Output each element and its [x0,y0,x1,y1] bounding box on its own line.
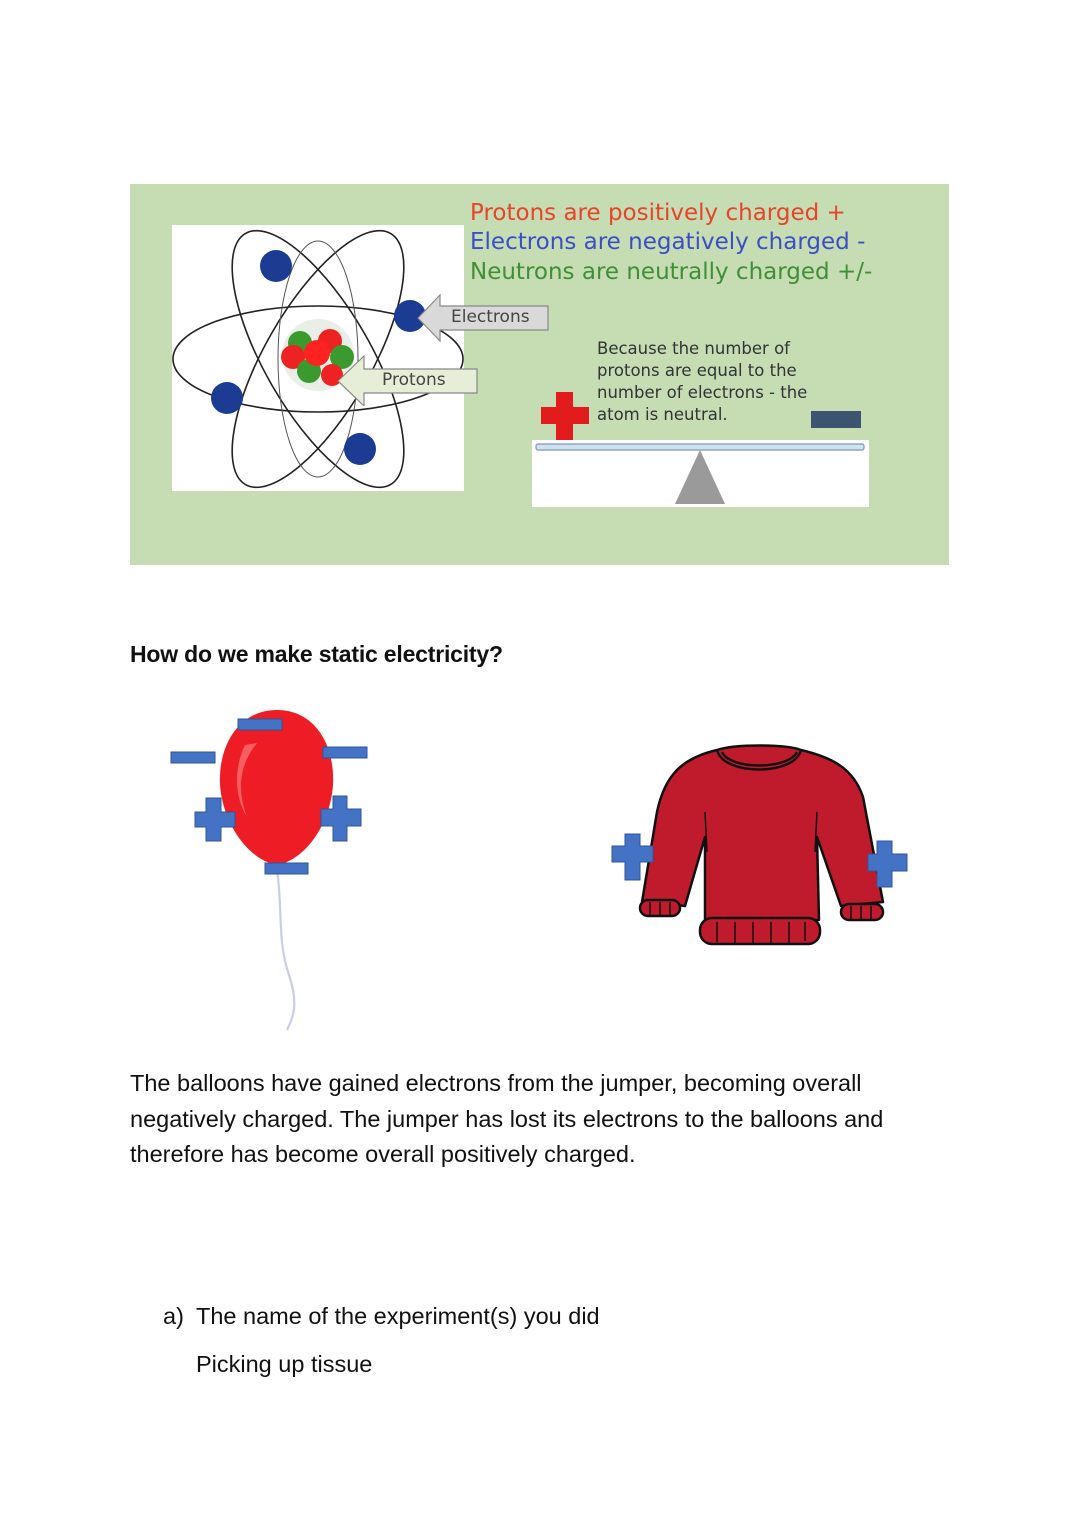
electron-dot [260,250,292,282]
jumper-icon [605,742,915,952]
balance-line: number of electrons - the [597,383,808,402]
balloon-icon [165,705,375,1035]
electron-dot [344,433,376,465]
explanation-paragraph [130,1066,920,1173]
protons-label: Protons [382,370,446,390]
negative-charge-icon [171,752,215,763]
balance-line: atom is neutral. [597,405,728,424]
question-label: a) [163,1303,184,1329]
balance-line: Because the number of [597,339,790,358]
section-heading: How do we make static electricity? [130,641,503,667]
negative-charge-icon [238,719,282,730]
paragraph-line: The balloons have gained electrons from the jumper, becoming overall [130,1070,862,1096]
question-text: The name of the experiment(s) you did [196,1303,600,1329]
electrons-label: Electrons [451,307,530,327]
neutron-charge-line: Neutrons are neutrally charged +/- [470,259,873,285]
paragraph-line: negatively charged. The jumper has lost its electrons to the balloons and [130,1105,884,1132]
balance-scale-icon [532,390,872,508]
question-answer: Picking up tissue [196,1351,373,1377]
minus-sign-icon [811,411,861,428]
paragraph-line: therefore has become overall positively charged. [130,1141,636,1167]
negative-charge-icon [265,863,308,874]
plus-sign-icon [541,392,589,440]
proton-charge-line: Protons are positively charged + [470,200,846,226]
negative-charge-icon [323,747,367,758]
balance-line: protons are equal to the [597,361,797,380]
electron-charge-line: Electrons are negatively charged - [470,229,866,255]
electron-dot [211,382,243,414]
